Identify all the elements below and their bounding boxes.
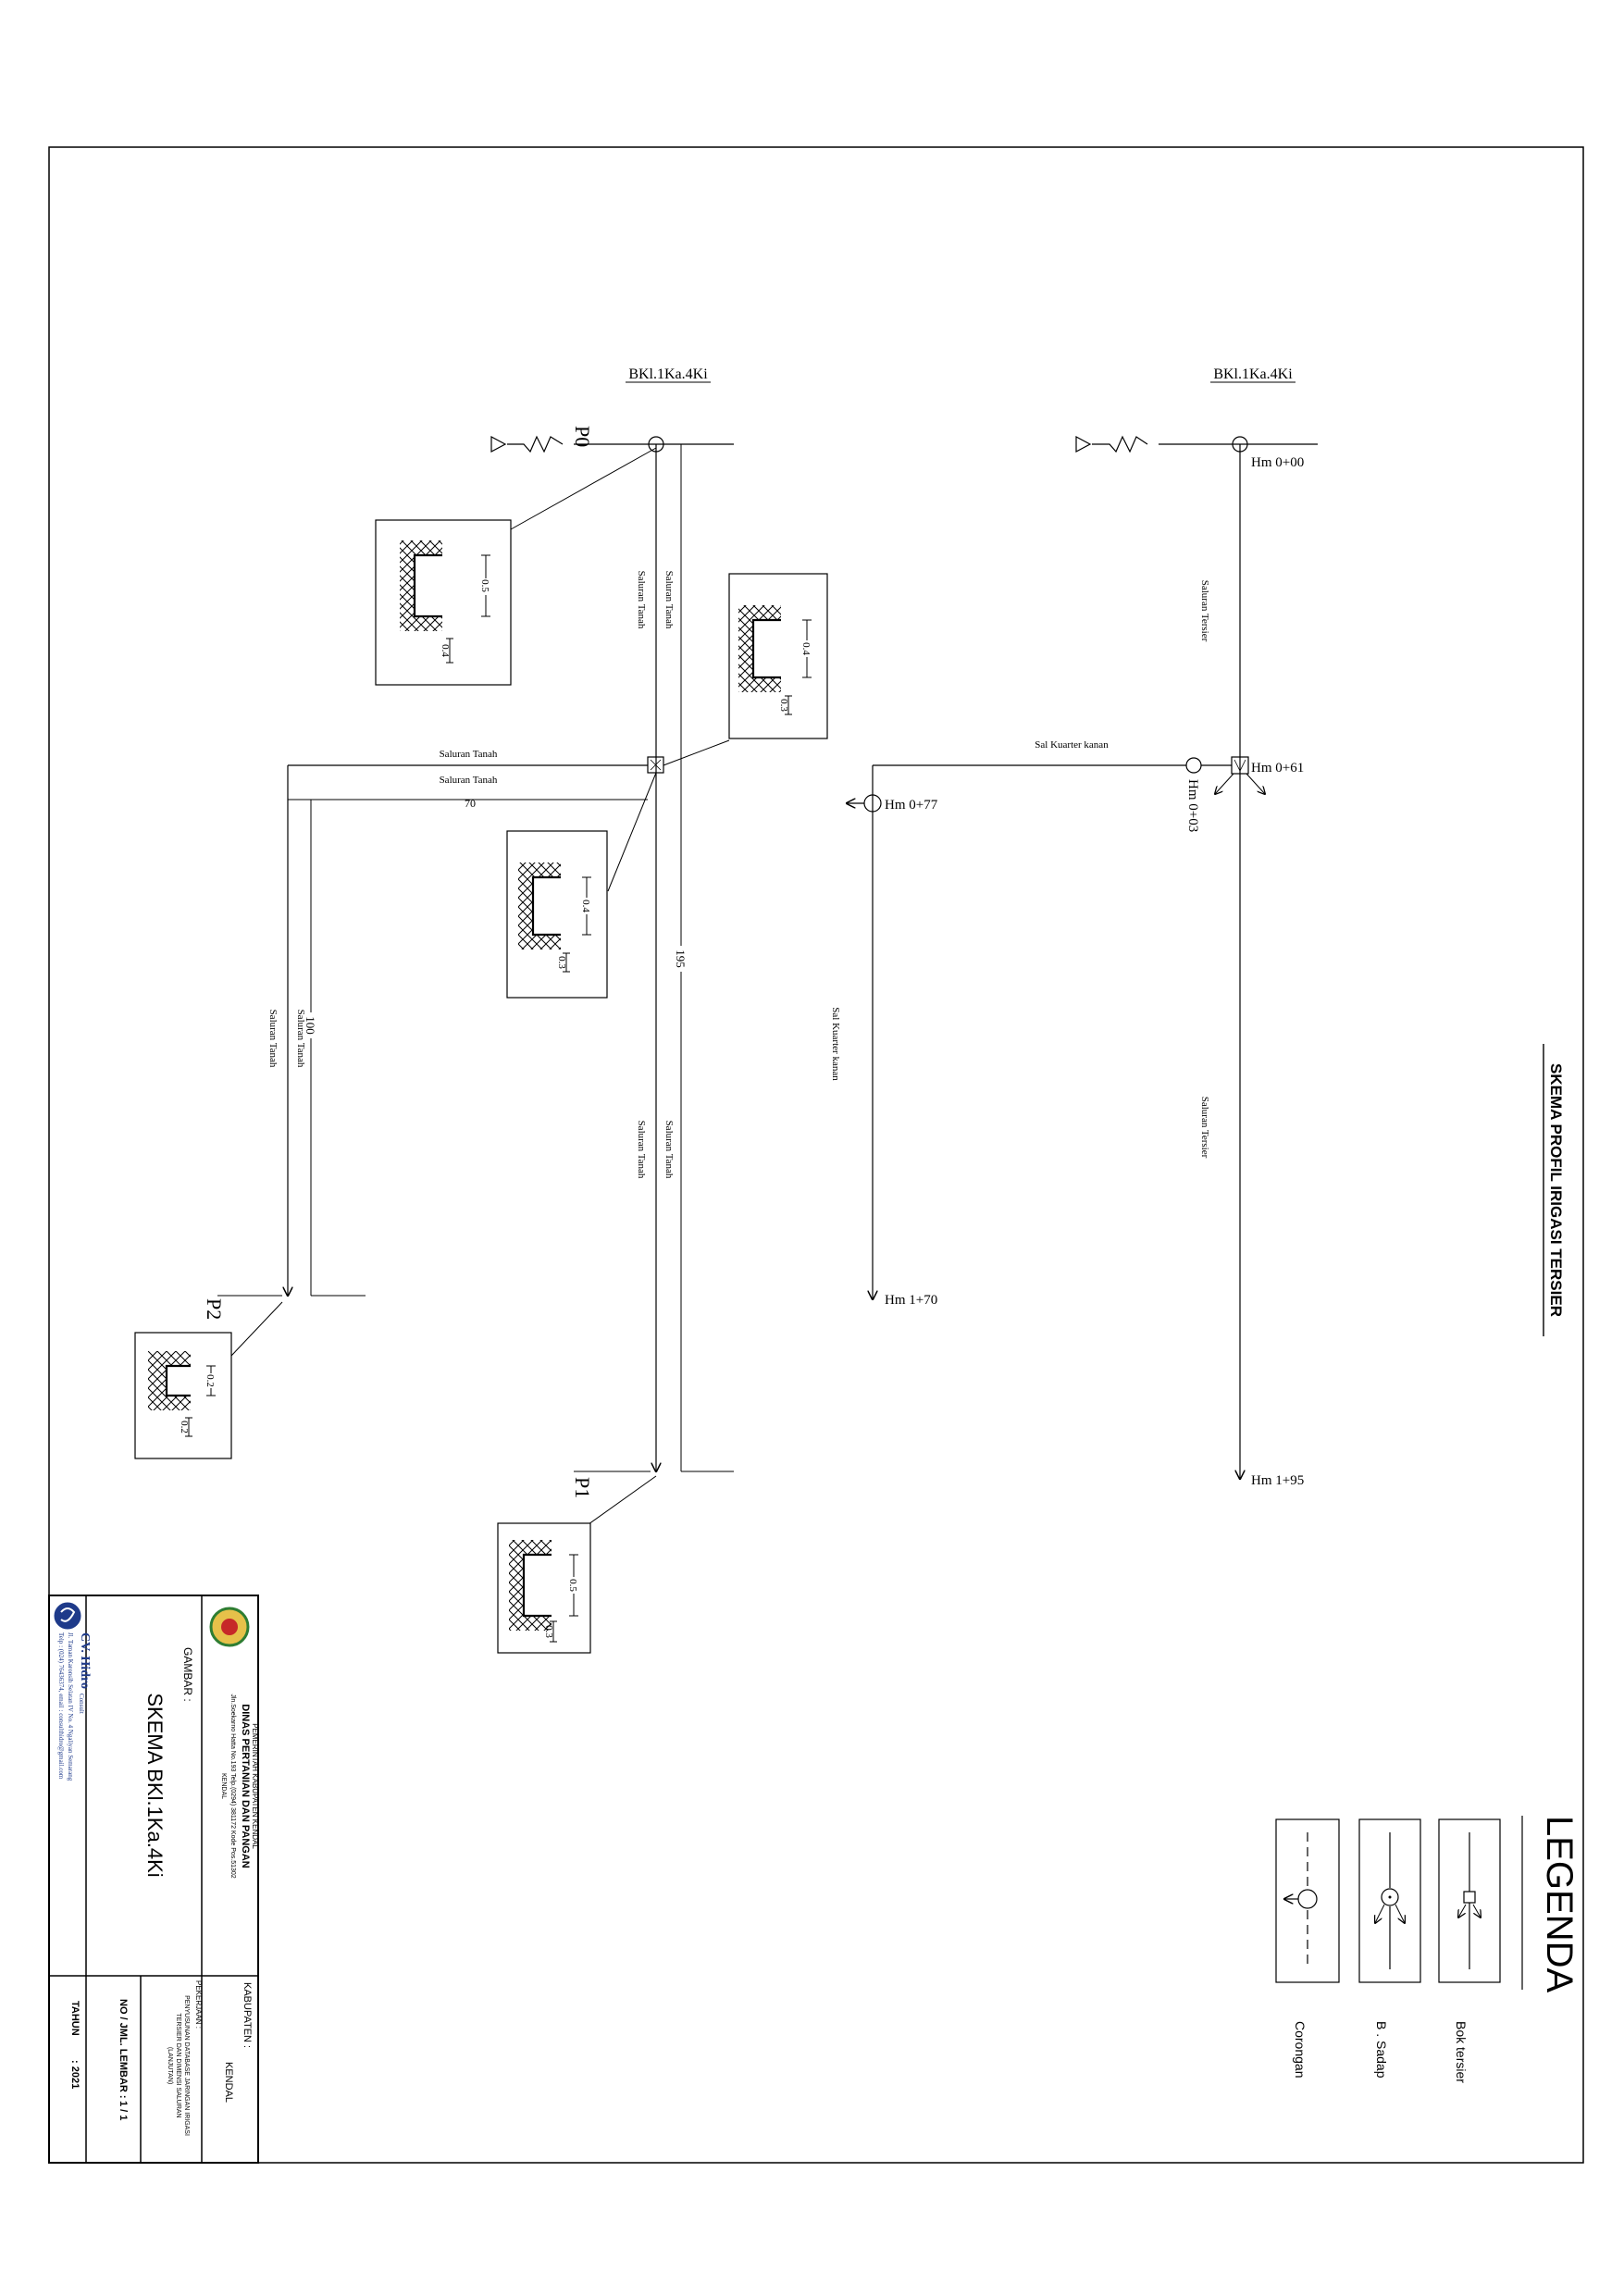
hm170-label: Hm 1+70 [885, 1293, 938, 1308]
pekerjaan-line1: PENYUSUNAN DATABASE JARINGAN IRIGASI [183, 1995, 190, 2136]
bok-tersier-legend-icon [1464, 1892, 1475, 1903]
svg-text:0.5: 0.5 [479, 579, 490, 592]
gambar-value: SKEMA BKl.1Ka.4Ki [143, 1693, 167, 1878]
owner-line1: PEMERINTAH KABUPATEN KENDAL [251, 1723, 259, 1849]
leader-section-3 [231, 1302, 282, 1356]
legend-label-bok: Bok tersier [1454, 2021, 1469, 2083]
cv-hidro-logo-icon [55, 1603, 81, 1629]
owner-name: DINAS PERTANIAN DAN PANGAN [240, 1704, 251, 1868]
drawing-title: SKEMA PROFIL IRIGASI TERSIER [1547, 1063, 1565, 1317]
hm000-outflow-zigzag [1092, 437, 1147, 452]
main-lower-label-2: Saluran Tanah [636, 1120, 647, 1179]
p0-outflow-zigzag [507, 437, 563, 452]
svg-text:0.3: 0.3 [543, 1625, 554, 1638]
svg-text:0.3: 0.3 [778, 699, 789, 712]
bok-outlet-left [1215, 774, 1233, 794]
owner-city: KENDAL [220, 1772, 227, 1800]
svg-text:0.4: 0.4 [800, 642, 812, 655]
nolembar-label: NO / JML. LEMBAR : [118, 1999, 129, 2099]
channel-section-1 [729, 574, 827, 738]
right-scheme [830, 366, 1318, 1488]
leader-section-2 [608, 773, 656, 891]
channel-section-2 [507, 831, 607, 998]
svg-text:0.2: 0.2 [179, 1421, 190, 1433]
branch-mid-label: Saluran Tanah [439, 775, 498, 786]
owner-address: Jln.Soekarno Hatta No.193 Telp.(0294) 381172 Kode Pos.51302 [229, 1694, 236, 1879]
p0-label: P0 [571, 426, 594, 448]
tersier-upper-label: Saluran Tersier [1199, 579, 1210, 642]
leader-section-0 [511, 448, 656, 529]
branch-vert-label-2: Saluran Tanah [267, 1009, 279, 1068]
dim-100-label: 100 [304, 1016, 317, 1035]
main-upper-label-2: Saluran Tanah [636, 570, 647, 629]
svg-text:0.5: 0.5 [567, 1579, 578, 1592]
svg-text:0.4: 0.4 [440, 644, 451, 657]
hm061-label: Hm 0+61 [1251, 761, 1305, 776]
consultant-contact: Telp : (024) 76436374, email : consulthidro@gmail.com [57, 1632, 65, 1780]
left-scheme-header: BKl.1Ka.4Ki [628, 366, 708, 382]
svg-text:0.3: 0.3 [556, 956, 567, 969]
branch-top-label: Saluran Tanah [439, 749, 498, 760]
branch-vert-label-1: Saluran Tanah [295, 1009, 306, 1068]
legend-heading: LEGENDA [1539, 1816, 1580, 1993]
hm195-label: Hm 1+95 [1251, 1473, 1305, 1488]
nolembar-value: 1 / 1 [118, 2101, 129, 2121]
channel-section-4 [498, 1523, 590, 1653]
kabupaten-label: KABUPATEN : [242, 1982, 253, 2049]
svg-text:0.2: 0.2 [205, 1374, 216, 1387]
channel-section-3 [135, 1333, 231, 1458]
dim-70-label: 70 [465, 797, 476, 810]
hm003-label: Hm 0+03 [1185, 779, 1200, 833]
hm000-label: Hm 0+00 [1251, 455, 1305, 470]
sheet-border [49, 147, 1583, 2163]
kuarter-v-label: Sal Kuarter kanan [830, 1007, 841, 1081]
p1-label: P1 [571, 1477, 594, 1499]
bok-outlet-right [1246, 774, 1265, 794]
gambar-label: GAMBAR : [181, 1647, 194, 1702]
tersier-lower-label: Saluran Tersier [1199, 1096, 1210, 1159]
svg-text:0.4: 0.4 [580, 900, 591, 912]
kuarter-h-label: Sal Kuarter kanan [1035, 739, 1109, 751]
hm000-arrow-icon [1076, 437, 1090, 452]
tahun-label: TAHUN [69, 2001, 81, 2036]
title-block [49, 1595, 259, 2163]
legend [1276, 1816, 1580, 2083]
legend-label-sadap: B . Sadap [1374, 2021, 1389, 2079]
channel-section-0 [376, 520, 511, 685]
hm077-label: Hm 0+77 [885, 798, 938, 813]
sadap-node-icon [1186, 758, 1201, 773]
kabupaten-value: KENDAL [223, 2061, 234, 2104]
tahun-value: : 2021 [69, 2060, 81, 2090]
consultant-address: Jl. Taman Karonsih Selatan IV No. 4 Ngaliyan Semarang [67, 1632, 74, 1781]
legend-label-corongan: Corongan [1293, 2021, 1308, 2079]
main-upper-label-1: Saluran Tanah [663, 570, 675, 629]
right-scheme-header: BKl.1Ka.4Ki [1213, 366, 1293, 382]
leader-section-1 [663, 740, 729, 765]
dim-195-label: 195 [674, 949, 688, 968]
pekerjaan-line3: (LANJUTAN) [167, 2046, 173, 2085]
p0-arrow-icon [491, 437, 505, 452]
consultant-suffix: Consult [78, 1694, 85, 1714]
left-scheme [135, 366, 827, 1653]
main-lower-label-1: Saluran Tanah [663, 1120, 675, 1179]
corongan-legend-icon [1298, 1890, 1317, 1908]
p2-label: P2 [203, 1298, 226, 1321]
consultant-name: CV. Hidro [78, 1632, 92, 1689]
pekerjaan-label: PEKERJAAN : [194, 1980, 203, 2029]
pekerjaan-line2: TERSIER DAN DIMENSI SALURAN [175, 2013, 181, 2118]
